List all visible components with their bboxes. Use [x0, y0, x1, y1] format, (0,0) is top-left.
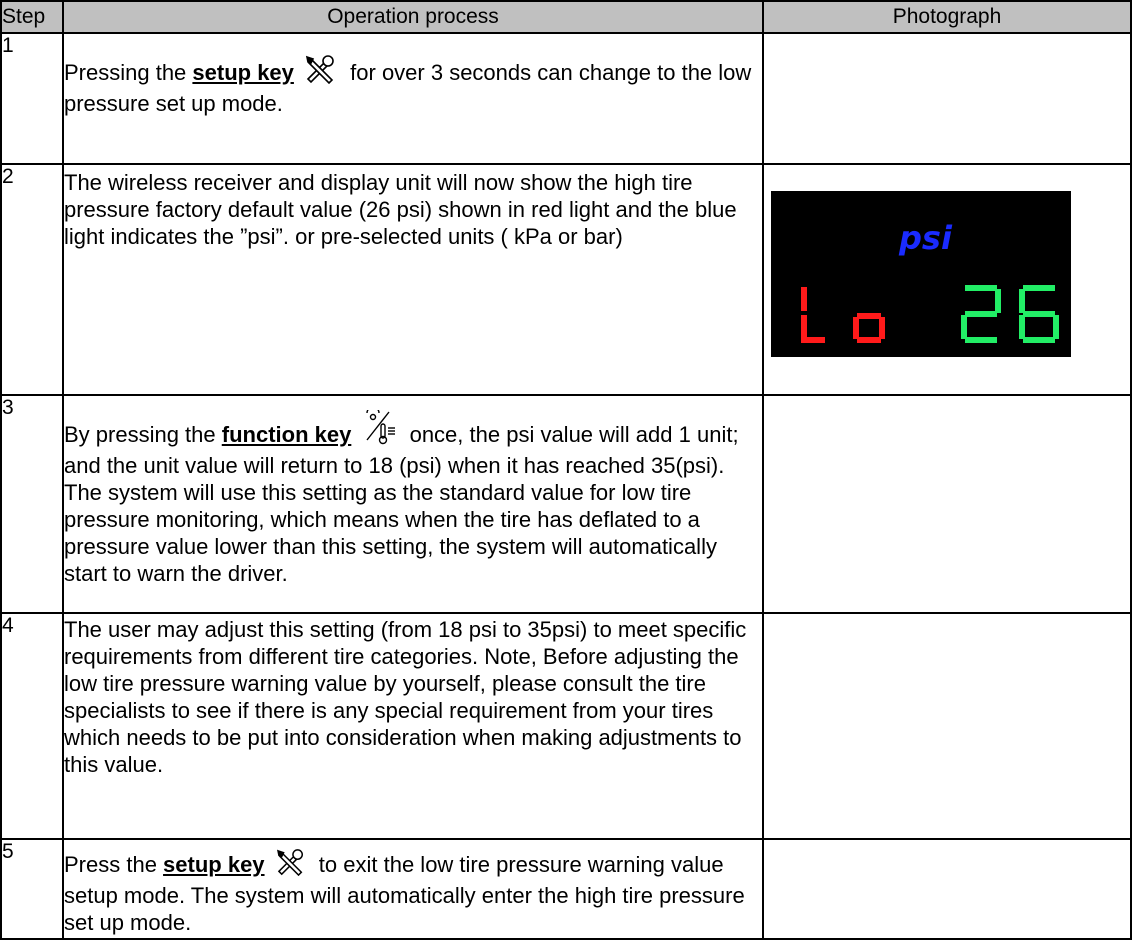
photograph-header: Photograph: [763, 1, 1131, 33]
setup-key-label: setup key: [192, 60, 294, 85]
step-number: 5: [1, 839, 63, 939]
desc-text: once, the psi value will add 1 unit; and the unit value will return to 18 (psi) when it has reached 35(psi). The system will use this setting as the standard value for low tire pressure monitoring, which means when the tire has deflated to a pressure value lower than this setting, the system will automatically start to warn the driver.: [64, 422, 739, 586]
photograph-cell: [763, 164, 1131, 395]
photograph-cell: [763, 839, 1131, 939]
step-header: Step: [1, 1, 63, 33]
table-row: [1, 33, 1131, 164]
display-unit-label: psi: [899, 219, 952, 257]
function-key-label: function key: [221, 422, 352, 447]
step-number: 3: [1, 395, 63, 613]
step-description: The wireless receiver and display unit will now show the high tire pressure factory default value (26 psi) shown in red light and the blue light indicates the ”psi”. or pre-selected units ( kPa or bar): [63, 164, 763, 395]
photograph-cell: [763, 33, 1131, 164]
step-number: 4: [1, 613, 63, 839]
display-mode-text: [791, 283, 901, 345]
function-key-icon: [361, 410, 399, 452]
table-row: [1, 395, 1131, 613]
desc-text: Pressing the: [64, 60, 193, 85]
step-description: [63, 395, 763, 613]
desc-text: By pressing the: [64, 422, 222, 447]
setup-key-label: setup key: [163, 852, 265, 877]
step-description: [63, 33, 763, 164]
desc-text: for over 3 seconds can change to the low pressure set up mode.: [64, 60, 752, 116]
photograph-cell: [763, 395, 1131, 613]
step-description: [63, 839, 763, 939]
display-value: [959, 283, 1065, 345]
step-number: 1: [1, 33, 63, 164]
desc-text: to exit the low tire pressure warning value setup mode. The system will automatically enter the high tire pressure set up mode.: [64, 852, 745, 935]
step-description: The user may adjust this setting (from 18 psi to 35psi) to meet specific requirements from different tire categories. Note, Before adjusting the low tire pressure warning value by yourself, please consult the tire specialists to see if there is any special requirement from your tires which needs to be put into consideration when making adjustments to this value.: [63, 613, 763, 839]
tpms-display-photo: [771, 191, 1071, 357]
operation-header: Operation process: [63, 1, 763, 33]
header-row: [1, 1, 1131, 33]
step-number: 2: [1, 164, 63, 395]
setup-key-icon: [304, 54, 340, 90]
table-row: [1, 613, 1131, 839]
table-row: [1, 839, 1131, 939]
table-row: [1, 164, 1131, 395]
desc-text: Press the: [64, 852, 164, 877]
setup-key-icon: [275, 848, 309, 882]
photograph-cell: [763, 613, 1131, 839]
